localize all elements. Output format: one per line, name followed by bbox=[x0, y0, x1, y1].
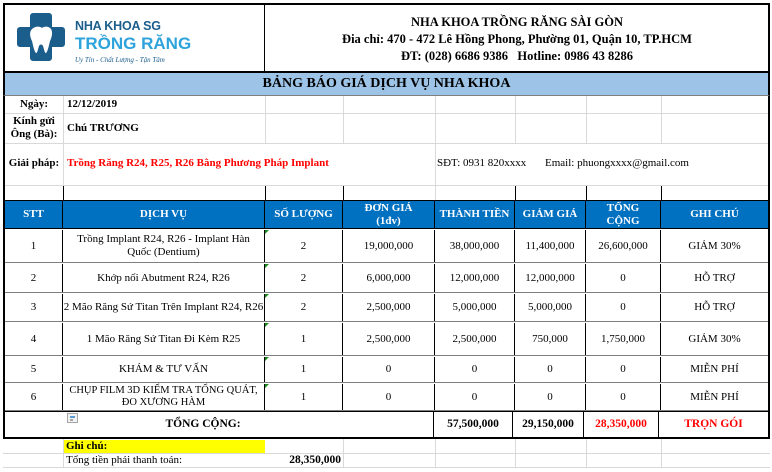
company-phone: ĐT: (028) 6686 9386 Hotline: 0986 43 8286 bbox=[400, 49, 634, 63]
totals-amount: 57,500,000 bbox=[433, 412, 513, 437]
table-header bbox=[5, 200, 768, 229]
totals-discount: 29,150,000 bbox=[513, 412, 584, 437]
company-name: NHA KHOA TRỒNG RĂNG SÀI GÒN bbox=[411, 15, 623, 29]
row-amount[interactable]: 0 bbox=[435, 384, 515, 410]
header-unit-price bbox=[343, 201, 435, 228]
row-quantity-value: 1 bbox=[300, 390, 307, 403]
row-quantity[interactable] bbox=[265, 323, 343, 355]
totals-label: TỔNG CỘNG: bbox=[165, 418, 241, 430]
pay-value[interactable]: 28,350,000 bbox=[289, 454, 341, 466]
comment-marker-icon bbox=[265, 384, 269, 388]
row-unit-price[interactable]: 19,000,000 bbox=[343, 230, 435, 262]
row-unit-price[interactable]: 0 bbox=[343, 357, 435, 382]
row-quantity-value: 2 bbox=[300, 301, 307, 313]
gridline bbox=[5, 185, 768, 186]
row-amount[interactable]: 2,500,000 bbox=[435, 323, 515, 355]
solution-value[interactable]: Trồng Răng R24, R25, R26 Bằng Phương Pháp Implant bbox=[67, 157, 329, 169]
row-service[interactable]: Trồng Implant R24, R26 - Implant Hàn Quốc (Dentium) bbox=[63, 230, 265, 262]
row-discount[interactable]: 12,000,000 bbox=[515, 264, 586, 292]
header-unit-price-line2: (1đv) bbox=[376, 214, 401, 227]
row-discount[interactable]: 750,000 bbox=[515, 323, 586, 355]
table-row bbox=[5, 384, 768, 411]
pay-label: Tổng tiền phải thanh toán: bbox=[66, 454, 183, 466]
solution-label: Giải pháp: bbox=[8, 157, 60, 169]
comment-marker-icon bbox=[265, 357, 269, 361]
header-service: DỊCH VỤ bbox=[63, 201, 265, 228]
gridline bbox=[435, 439, 436, 468]
company-info bbox=[266, 3, 768, 71]
gridline bbox=[3, 467, 770, 468]
recipient-label bbox=[5, 115, 63, 141]
row-unit-price[interactable]: 2,500,000 bbox=[343, 323, 435, 355]
row-total[interactable]: 0 bbox=[586, 357, 661, 382]
date-value[interactable]: 12/12/2019 bbox=[67, 98, 118, 110]
comment-marker-icon bbox=[265, 294, 269, 298]
row-quantity-value: 2 bbox=[300, 271, 307, 284]
row-quantity[interactable] bbox=[265, 264, 343, 292]
comment-marker-icon bbox=[265, 323, 269, 327]
tooth-cross-icon bbox=[17, 11, 65, 63]
header-total bbox=[586, 201, 661, 228]
table-row bbox=[5, 264, 768, 293]
row-service[interactable]: 1 Mão Răng Sứ Titan Đi Kèm R25 bbox=[63, 323, 265, 355]
gridline bbox=[265, 186, 266, 200]
row-note[interactable]: MIỄN PHÍ bbox=[690, 363, 739, 375]
comment-marker-icon bbox=[265, 230, 269, 234]
note-highlight bbox=[64, 440, 265, 453]
header-discount: GIẢM GIÁ bbox=[515, 201, 586, 228]
row-note[interactable]: HỖ TRỢ bbox=[694, 271, 735, 284]
gridline bbox=[515, 186, 516, 200]
gridline bbox=[586, 439, 587, 468]
row-amount[interactable]: 0 bbox=[435, 357, 515, 382]
row-total[interactable]: 0 bbox=[586, 384, 661, 410]
row-total[interactable]: 0 bbox=[586, 294, 661, 321]
header-total-line1: TỔNG bbox=[606, 201, 640, 214]
logo-line1: NHA KHOA SG bbox=[75, 19, 161, 33]
quotation-title: BẢNG BÁO GIÁ DỊCH VỤ NHA KHOA bbox=[3, 71, 770, 96]
header-quantity: SỐ LƯỢNG bbox=[265, 201, 343, 228]
contact-email[interactable]: Email: phuongxxxx@gmail.com bbox=[545, 157, 689, 169]
header-unit-price-line1: ĐƠN GIÁ bbox=[364, 201, 413, 214]
row-note[interactable]: GIẢM 30% bbox=[688, 332, 741, 345]
gridline bbox=[515, 439, 516, 468]
gridline bbox=[265, 96, 266, 143]
table-row bbox=[5, 230, 768, 263]
gridline bbox=[343, 186, 344, 200]
gridline bbox=[435, 96, 436, 200]
header-note: GHI CHÚ bbox=[661, 201, 768, 228]
row-service[interactable]: CHỤP FILM 3D KIỂM TRA TỔNG QUÁT, ĐO XƯƠNG HÀM bbox=[63, 384, 265, 410]
row-stt: 6 bbox=[5, 384, 63, 410]
logo-line2: TRỒNG RĂNG bbox=[75, 34, 192, 53]
recipient-value[interactable]: Chú TRƯƠNG bbox=[67, 122, 139, 134]
contact-phone[interactable]: SĐT: 0931 820xxxx bbox=[437, 157, 527, 169]
gridline bbox=[343, 439, 344, 468]
row-quantity[interactable] bbox=[265, 357, 343, 382]
gridline bbox=[586, 96, 587, 143]
logo-slogan: Uy Tín - Chất Lượng - Tận Tâm bbox=[75, 56, 165, 64]
header-amount: THÀNH TIỀN bbox=[435, 201, 515, 228]
gridline bbox=[661, 439, 662, 468]
row-quantity-value: 2 bbox=[300, 239, 307, 252]
row-discount[interactable]: 5,000,000 bbox=[515, 294, 586, 321]
recipient-label-line1: Kính gửi bbox=[13, 115, 55, 127]
row-stt: 4 bbox=[5, 323, 63, 355]
table-row bbox=[5, 357, 768, 383]
row-service[interactable]: 2 Mão Răng Sứ Titan Trên Implant R24, R26 bbox=[63, 294, 265, 321]
row-note[interactable]: MIỄN PHÍ bbox=[690, 390, 739, 403]
gridline bbox=[515, 96, 516, 143]
gridline bbox=[661, 96, 662, 143]
company-address: Đia chỉ: 470 - 472 Lê Hồng Phong, Phường 01, Quận 10, TP.HCM bbox=[342, 32, 692, 46]
right-border bbox=[768, 96, 770, 439]
gridline bbox=[5, 113, 768, 114]
header-stt: STT bbox=[5, 201, 63, 228]
gridline bbox=[5, 143, 768, 144]
row-discount[interactable]: 11,400,000 bbox=[515, 230, 586, 262]
row-amount[interactable]: 12,000,000 bbox=[435, 264, 515, 292]
comment-marker-icon bbox=[265, 264, 269, 268]
row-stt: 2 bbox=[5, 264, 63, 292]
totals-note: TRỌN GÓI bbox=[684, 418, 743, 430]
table-row bbox=[5, 323, 768, 356]
row-total[interactable]: 26,600,000 bbox=[586, 230, 661, 262]
table-row bbox=[5, 294, 768, 322]
row-unit-price[interactable]: 0 bbox=[343, 384, 435, 410]
row-total[interactable]: 1,750,000 bbox=[586, 323, 661, 355]
row-quantity[interactable] bbox=[265, 230, 343, 262]
row-unit-price[interactable]: 6,000,000 bbox=[343, 264, 435, 292]
totals-row bbox=[3, 411, 770, 439]
gridline bbox=[343, 96, 344, 143]
row-stt: 1 bbox=[5, 230, 63, 262]
header-total-line2: CỘNG bbox=[606, 214, 640, 227]
gridline bbox=[63, 96, 64, 200]
row-quantity[interactable] bbox=[265, 294, 343, 321]
note-label[interactable]: Ghi chú: bbox=[66, 440, 108, 452]
row-total[interactable]: 0 bbox=[586, 264, 661, 292]
gridline bbox=[661, 186, 662, 200]
row-stt: 5 bbox=[5, 357, 63, 382]
row-service[interactable]: Khớp nối Abutment R24, R26 bbox=[63, 264, 265, 292]
date-label: Ngày: bbox=[19, 98, 49, 110]
row-amount[interactable]: 38,000,000 bbox=[435, 230, 515, 262]
row-stt: 3 bbox=[5, 294, 63, 321]
logo-cell bbox=[3, 3, 265, 71]
row-quantity[interactable] bbox=[265, 384, 343, 410]
totals-total: 28,350,000 bbox=[584, 412, 659, 437]
row-amount[interactable]: 5,000,000 bbox=[435, 294, 515, 321]
row-quantity-value: 1 bbox=[300, 363, 307, 375]
row-note[interactable]: HỖ TRỢ bbox=[694, 301, 735, 313]
row-service[interactable]: KHÁM & TƯ VẤN bbox=[63, 357, 265, 382]
gridline bbox=[63, 186, 64, 200]
recipient-label-line2: Ông (Bà): bbox=[10, 128, 58, 140]
gridline bbox=[586, 186, 587, 200]
row-discount[interactable]: 0 bbox=[515, 384, 586, 410]
row-note[interactable]: GIẢM 30% bbox=[688, 239, 741, 252]
row-discount[interactable]: 0 bbox=[515, 357, 586, 382]
row-unit-price[interactable]: 2,500,000 bbox=[343, 294, 435, 321]
row-quantity-value: 1 bbox=[300, 332, 307, 345]
